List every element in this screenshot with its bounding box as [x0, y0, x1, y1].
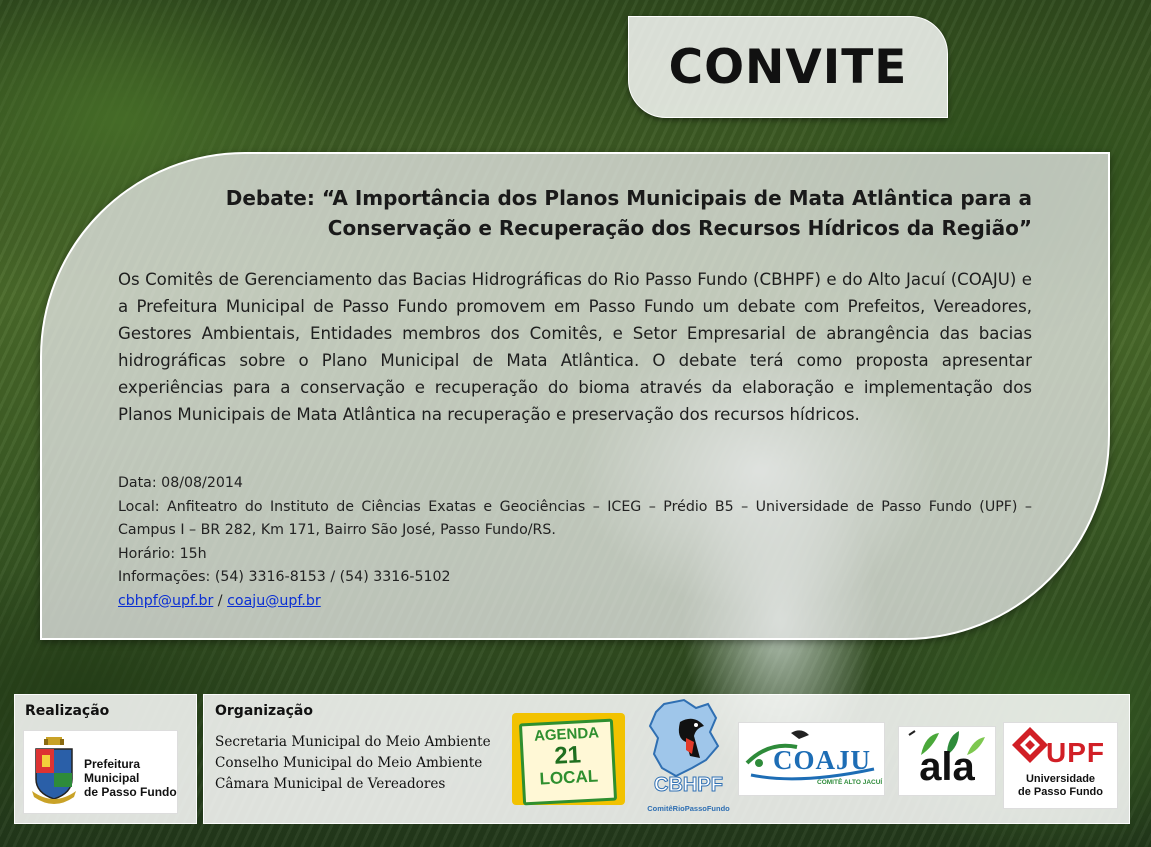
prefeitura-logo: [23, 730, 178, 814]
upf-logo: [1003, 722, 1118, 809]
coaju-logo: [738, 722, 885, 796]
agenda-line1: AGENDA: [533, 724, 600, 745]
agenda-line2: LOCAL: [539, 766, 599, 789]
organizacao-list: [215, 732, 491, 795]
event-location: Local: Anfiteatro do Instituto de Ciências Exatas e Geociências – ICEG – Prédio B5 – Universidade de Passo Fundo (UPF) – Campus I – BR 282, Km 171, Bairro São José, Passo Fundo/RS.: [118, 498, 1032, 538]
intro-paragraph: Os Comitês de Gerenciamento das Bacias Hidrográficas do Rio Passo Fundo (CBHPF) e do Alto Jacuí (COAJU) e a Prefeitura Municipal de Passo Fundo promovem em Passo Fundo um debate com Prefeitos, Vereadores, Gestores Ambientais, Entidades membros dos Comitês, e Setor Empresarial de abrangência das bacias hidrográficas sobre o Plano Municipal de Mata Atlântica. O debate terá como proposta apresentar experiências para a conservação e recuperação do bioma através da elaboração e implementação dos Planos Municipais de Mata Atlântica na recuperação e preservação dos recursos hídricos.: [118, 270, 1032, 424]
coaju-name: COAJU: [773, 745, 871, 775]
debate-headline: [120, 183, 1032, 243]
ala-logo: [898, 726, 996, 796]
upf-emblem-icon: [1010, 725, 1050, 765]
contact-emails: [118, 590, 1032, 614]
prefeitura-logo-text-2: de Passo Fundo: [84, 785, 177, 799]
page-title: CONVITE: [668, 39, 908, 95]
passo-fundo-coat-of-arms-icon: [30, 735, 78, 809]
cbhpf-name: CBHPF: [654, 774, 723, 796]
event-time: Horário: 15h: [118, 545, 207, 562]
headline-line-1: Debate: “A Importância dos Planos Municipais de Mata Atlântica para a: [225, 186, 1032, 210]
coaju-sub: COMITÊ ALTO JACUÍ: [817, 779, 883, 786]
upf-sub-2: de Passo Fundo: [1018, 786, 1103, 798]
upf-name: UPF: [1046, 737, 1105, 768]
event-info: Informações: (54) 3316-8153 / (54) 3316-5102: [118, 569, 451, 585]
event-date: Data: 08/08/2014: [118, 475, 243, 491]
upf-sub-1: Universidade: [1025, 773, 1096, 785]
email-link-cbhpf[interactable]: cbhpf@upf.br: [118, 592, 214, 609]
organizacao-item: Conselho Municipal do Meio Ambiente: [215, 755, 483, 771]
headline-line-2: Conservação e Recuperação dos Recursos Hídricos da Região”: [327, 216, 1032, 240]
event-details: [118, 472, 1032, 613]
title-banner: [628, 16, 948, 118]
cbhpf-logo: [636, 698, 741, 820]
email-separator: /: [213, 592, 228, 609]
organizacao-item: Secretaria Municipal do Meio Ambiente: [215, 734, 491, 750]
organizacao-label: Organização: [215, 703, 313, 719]
cbhpf-sub: ComitêRioPassoFundo: [647, 804, 730, 813]
realizacao-label: Realização: [25, 703, 110, 719]
ala-name: ala: [919, 745, 975, 789]
email-link-coaju[interactable]: coaju@upf.br: [227, 592, 321, 609]
prefeitura-logo-text-1: Prefeitura Municipal: [84, 757, 141, 785]
organizacao-item: Câmara Municipal de Vereadores: [215, 776, 446, 792]
agenda21-logo: [512, 713, 625, 805]
agenda-number: 21: [553, 741, 582, 770]
